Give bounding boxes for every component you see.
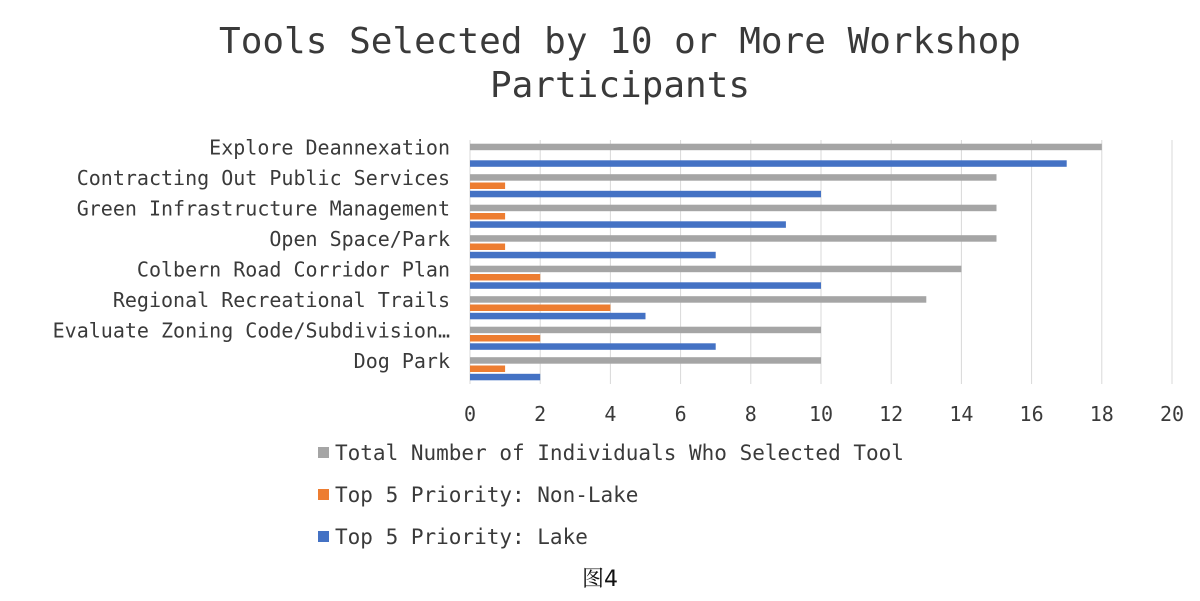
bar-1-1	[470, 144, 1102, 151]
category-label-6: Regional Recreational Trails	[112, 287, 450, 312]
x-tick-label-18: 18	[1089, 402, 1114, 426]
bar-1-5	[470, 266, 961, 273]
x-tick-label-8: 8	[744, 402, 757, 426]
legend-label-3: Top 5 Priority: Lake	[335, 525, 588, 549]
bar-1-7	[470, 327, 821, 334]
chart-title-line-1: Tools Selected by 10 or More Workshop	[219, 21, 1021, 62]
category-label-8: Dog Park	[353, 348, 450, 373]
legend	[318, 441, 904, 549]
x-tick-label-16: 16	[1019, 402, 1044, 426]
chart-title	[219, 21, 1021, 106]
x-tick-label-4: 4	[604, 402, 617, 426]
x-tick-label-12: 12	[879, 402, 904, 426]
bar-2-8	[470, 366, 505, 373]
bar-3-7	[470, 343, 716, 350]
bar-2-6	[470, 305, 610, 312]
legend-label-2: Top 5 Priority: Non-Lake	[335, 483, 639, 507]
x-tick-label-20: 20	[1159, 402, 1185, 426]
legend-swatch-3	[318, 531, 329, 542]
bar-3-5	[470, 282, 821, 289]
bars	[470, 144, 1102, 381]
bar-2-7	[470, 335, 540, 342]
x-tick-label-14: 14	[949, 402, 974, 426]
category-labels	[53, 135, 450, 373]
bar-2-5	[470, 274, 540, 281]
bar-3-4	[470, 252, 716, 258]
bar-3-1	[470, 160, 1067, 167]
bar-3-6	[470, 313, 646, 320]
x-tick-label-10: 10	[808, 402, 834, 426]
bar-1-4	[470, 235, 997, 242]
bar-3-8	[470, 374, 540, 381]
x-axis-tick-labels	[464, 402, 1184, 426]
x-tick-label-0: 0	[463, 402, 477, 426]
bar-2-3	[470, 213, 505, 220]
bar-1-3	[470, 205, 997, 212]
bar-1-6	[470, 296, 926, 303]
bar-1-2	[470, 174, 997, 181]
bar-2-4	[470, 244, 505, 251]
legend-label-1: Total Number of Individuals Who Selected Tool	[335, 441, 904, 465]
category-label-4: Open Space/Park	[269, 226, 450, 251]
legend-swatch-2	[318, 489, 329, 500]
category-label-5: Colbern Road Corridor Plan	[136, 257, 450, 282]
x-tick-label-2: 2	[534, 402, 547, 426]
chart-title-line-2: Participants	[489, 65, 751, 106]
bar-3-3	[470, 221, 786, 228]
category-label-3: Green Infrastructure Management	[76, 196, 450, 221]
category-label-7: Evaluate Zoning Code/Subdivision…	[52, 318, 450, 343]
bar-1-8	[470, 357, 821, 364]
category-label-2: Contracting Out Public Services	[76, 165, 450, 190]
bar-3-2	[470, 191, 821, 198]
x-tick-label-6: 6	[674, 402, 687, 426]
figure-caption: 图4	[582, 567, 618, 592]
bar-2-2	[470, 183, 505, 190]
legend-swatch-1	[318, 447, 329, 458]
category-label-1: Explore Deannexation	[209, 135, 450, 160]
